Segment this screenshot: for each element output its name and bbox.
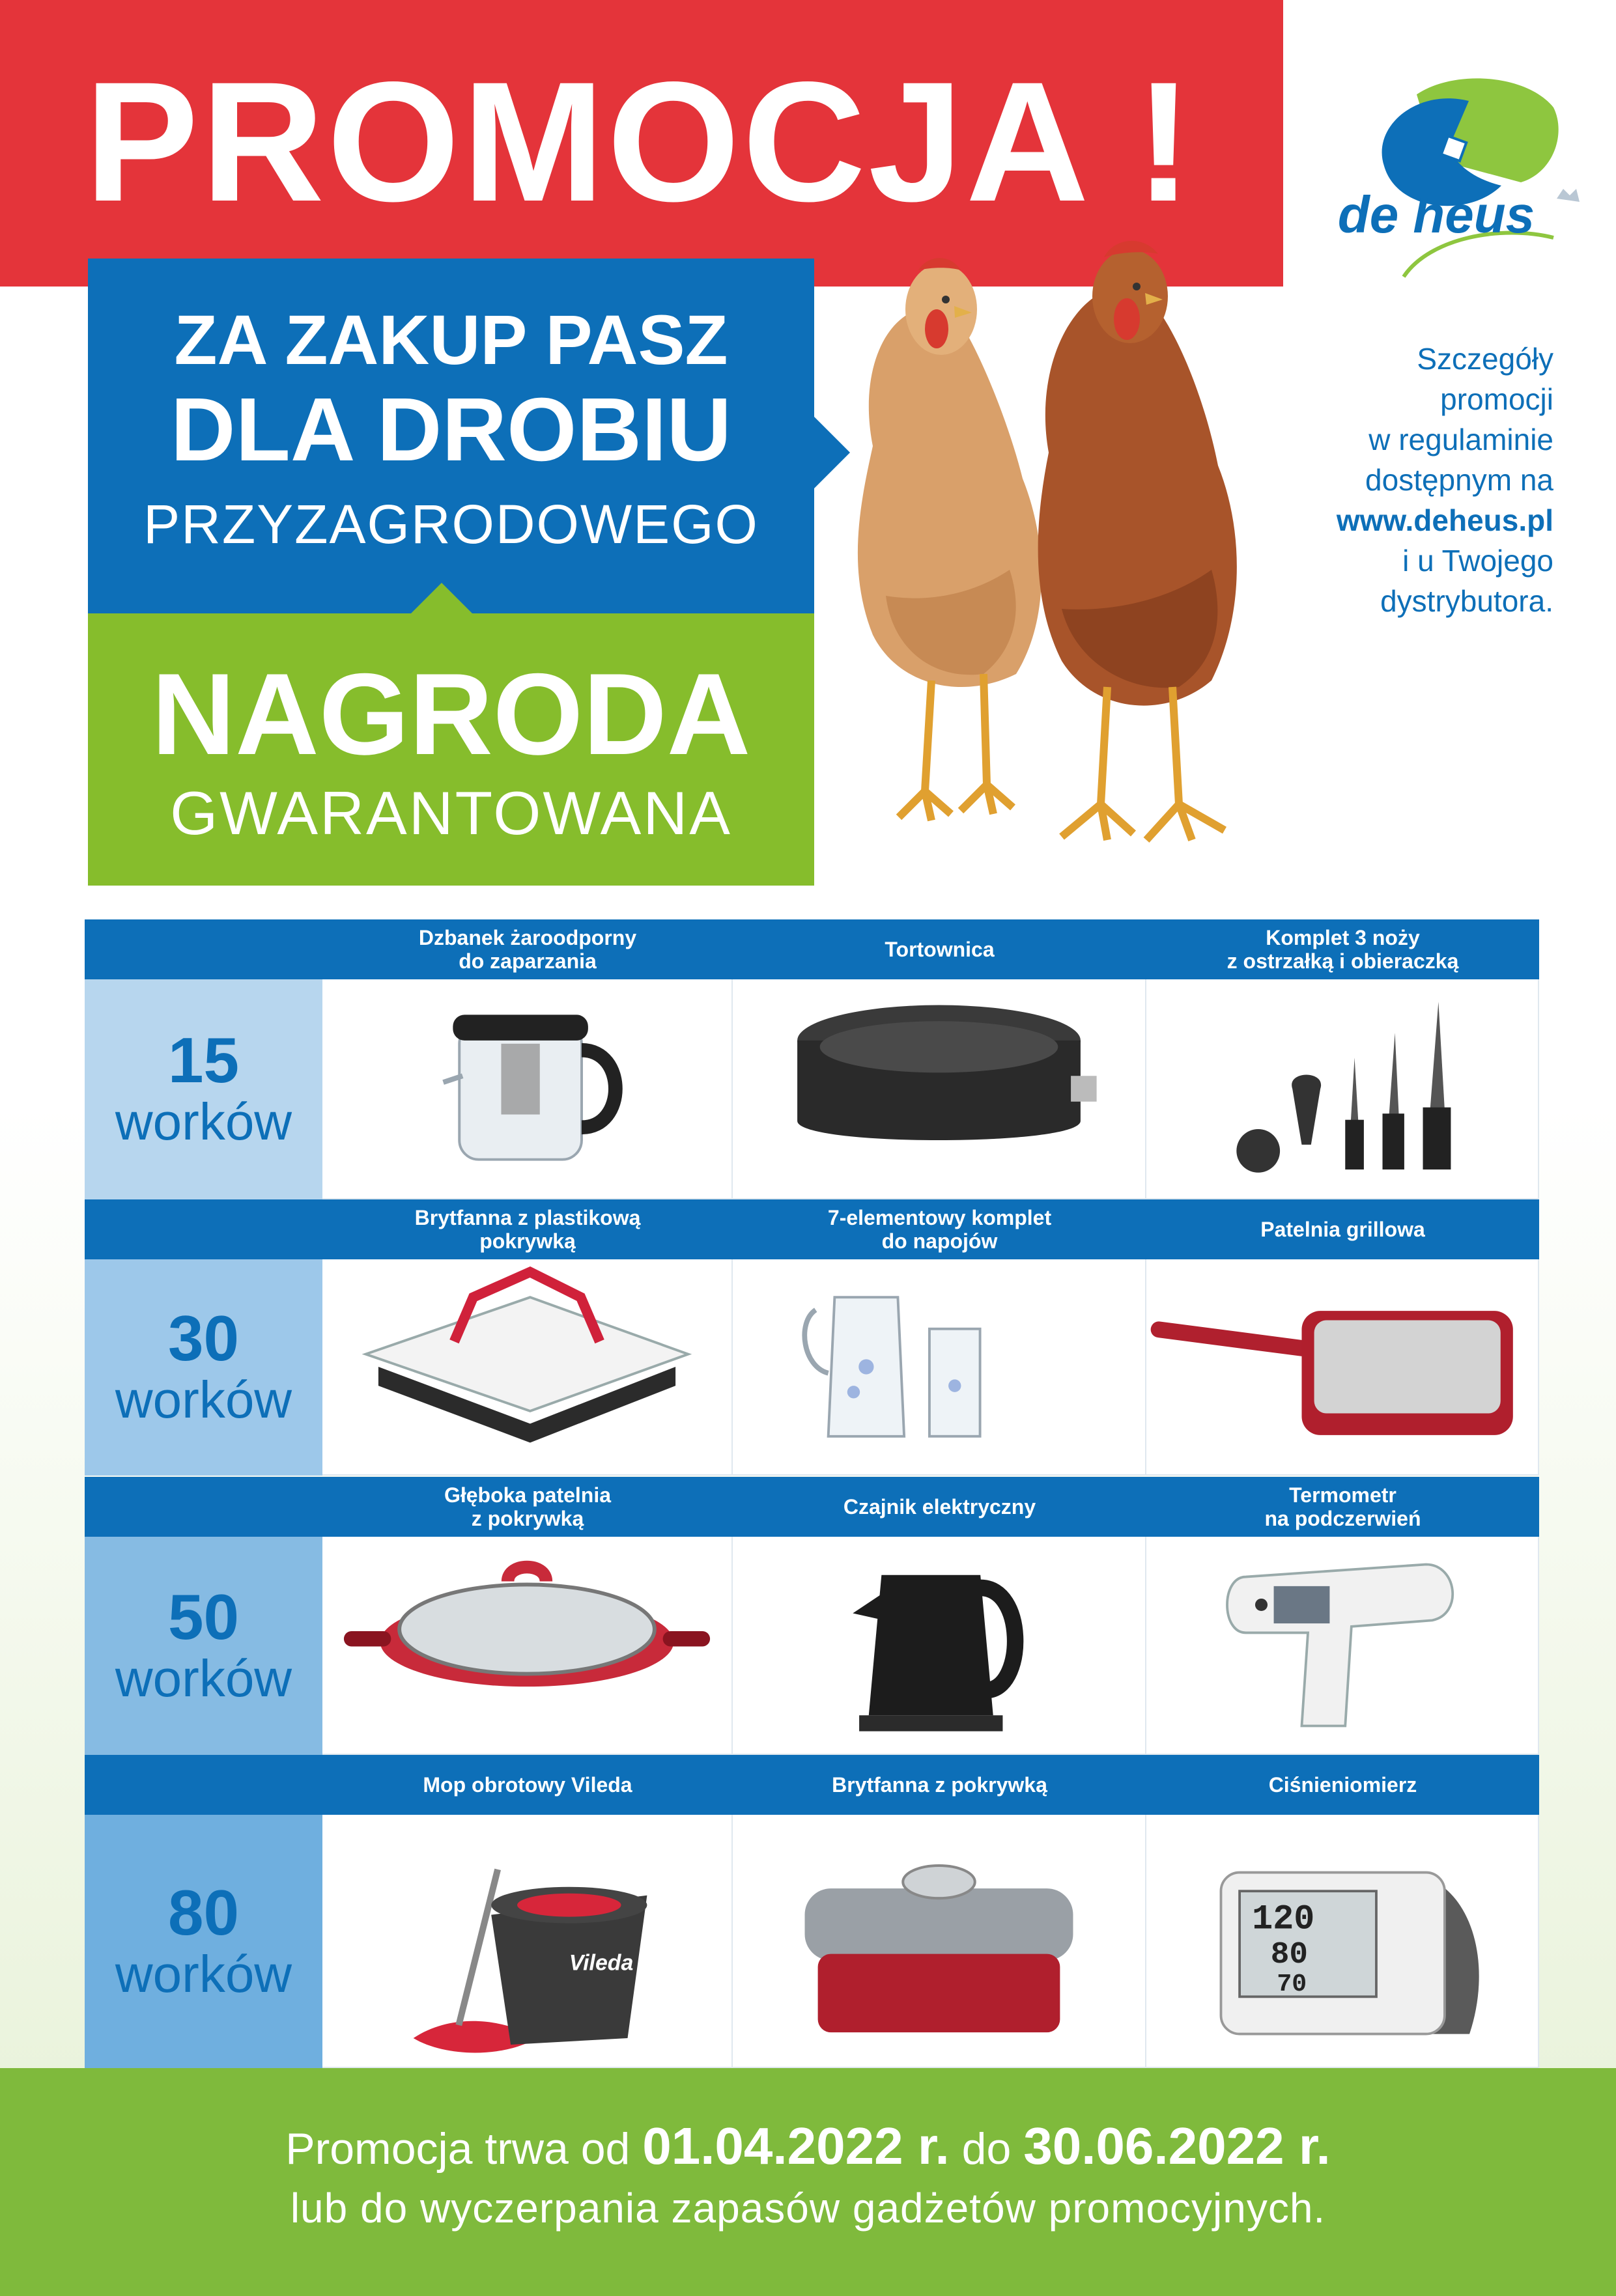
date-to: 30.06.2022 r. — [1023, 2117, 1331, 2175]
deep-pan-icon — [322, 1537, 731, 1754]
hen-left-icon — [858, 258, 1042, 820]
tier-label — [85, 1815, 322, 2068]
tier-header-row — [85, 1477, 1539, 1537]
kettle-icon — [733, 1537, 1145, 1754]
promo-title: PROMOCJA ! — [85, 46, 1195, 237]
prize-name: Ciśnieniomierz — [1268, 1773, 1417, 1797]
tier-label — [85, 1537, 322, 1755]
prize-name: Dzbanek żaroodporny do zaparzania — [418, 926, 637, 973]
prize-name: 7-elementowy komplet do napojów — [827, 1206, 1052, 1253]
details-line: dystrybutora. — [1380, 584, 1553, 618]
mop-icon — [322, 1815, 731, 2067]
prize-image-cell — [1146, 1815, 1539, 2068]
reward-line-2: GWARANTOWANA — [170, 779, 732, 847]
tier-unit: worków — [115, 1944, 292, 2003]
grill-pan-icon — [1146, 1259, 1538, 1474]
prize-image-cell — [733, 979, 1146, 1199]
chickens-illustration — [801, 231, 1296, 902]
details-line: w regulaminie — [1368, 423, 1553, 456]
hen-right-icon — [1038, 241, 1237, 840]
promo-details — [1296, 339, 1553, 621]
prize-image-cell — [1146, 1537, 1539, 1755]
de-heus-logo-icon — [1358, 62, 1580, 283]
prize-name: Brytfanna z pokrywką — [832, 1773, 1047, 1797]
prize-image-cell — [322, 1815, 733, 2068]
tier-count: 30 — [167, 1302, 239, 1374]
svg-text:120: 120 — [1252, 1900, 1315, 1940]
thermometer-icon — [1146, 1537, 1538, 1754]
svg-text:80: 80 — [1270, 1937, 1309, 1972]
cake-pan-icon — [733, 979, 1145, 1198]
prize-image-cell — [733, 1815, 1146, 2068]
prize-image-cell — [322, 979, 733, 1199]
svg-text:70: 70 — [1277, 1970, 1307, 1998]
reward-box — [88, 613, 814, 886]
tier-unit: worków — [115, 1649, 292, 1707]
details-url-link[interactable]: www.deheus.pl — [1336, 503, 1553, 537]
tier-label — [85, 979, 322, 1199]
tier-unit: worków — [115, 1093, 292, 1151]
purchase-line-1: ZA ZAKUP PASZ — [174, 300, 728, 379]
prize-name: Czajnik elektryczny — [843, 1495, 1036, 1519]
tier-label — [85, 1259, 322, 1476]
blood-pressure-monitor-icon — [1146, 1815, 1538, 2067]
purchase-condition-box — [88, 259, 814, 613]
tier-count: 15 — [167, 1024, 239, 1096]
prize-name: Brytfanna z plastikową pokrywką — [414, 1206, 641, 1253]
date-from: 01.04.2022 r. — [642, 2117, 950, 2175]
prize-image-cell — [322, 1537, 733, 1755]
baking-tray-icon — [322, 1259, 731, 1474]
prize-name: Komplet 3 noży z ostrzałką i obieraczką — [1226, 926, 1459, 973]
tier-count: 80 — [167, 1876, 239, 1948]
tier-header-row — [85, 919, 1539, 979]
tier-header-row — [85, 1755, 1539, 1815]
notch-icon — [410, 583, 473, 614]
prize-name: Termometr na podczerwień — [1264, 1483, 1421, 1530]
promo-period-note: lub do wyczerpania zapasów gadżetów promocyjnych. — [290, 2185, 1326, 2232]
drink-set-icon — [733, 1259, 1145, 1474]
purchase-line-3: PRZYZAGRODOWEGO — [143, 494, 759, 555]
svg-text:Vileda: Vileda — [569, 1950, 634, 1976]
details-line: Szczegóły promocji — [1417, 342, 1553, 416]
purchase-line-2: DLA DROBIU — [170, 380, 732, 480]
knife-set-icon — [1146, 979, 1538, 1198]
prize-name: Głęboka patelnia z pokrywką — [444, 1483, 612, 1530]
prize-name: Mop obrotowy Vileda — [423, 1773, 632, 1797]
details-line: dostępnym na — [1365, 463, 1553, 497]
prize-name: Patelnia grillowa — [1260, 1218, 1425, 1241]
details-line: i u Twojego — [1402, 544, 1553, 578]
logo-text: de heus — [1337, 186, 1535, 244]
reward-line-1: NAGRODA — [151, 649, 751, 779]
prize-image-cell — [1146, 979, 1539, 1199]
prize-image-cell — [322, 1259, 733, 1476]
footer-band — [0, 2068, 1616, 2296]
prize-image-cell — [1146, 1259, 1539, 1476]
tier-count: 50 — [167, 1580, 239, 1653]
roaster-icon — [733, 1815, 1145, 2067]
tier-unit: worków — [115, 1371, 292, 1429]
teapot-icon — [322, 979, 731, 1198]
promo-period: Promocja trwa od 01.04.2022 r. do 30.06.2022 r. — [285, 2117, 1331, 2175]
tier-header-row — [85, 1199, 1539, 1259]
prize-image-cell — [733, 1259, 1146, 1476]
prize-image-cell — [733, 1537, 1146, 1755]
prize-name: Tortownica — [885, 938, 995, 961]
